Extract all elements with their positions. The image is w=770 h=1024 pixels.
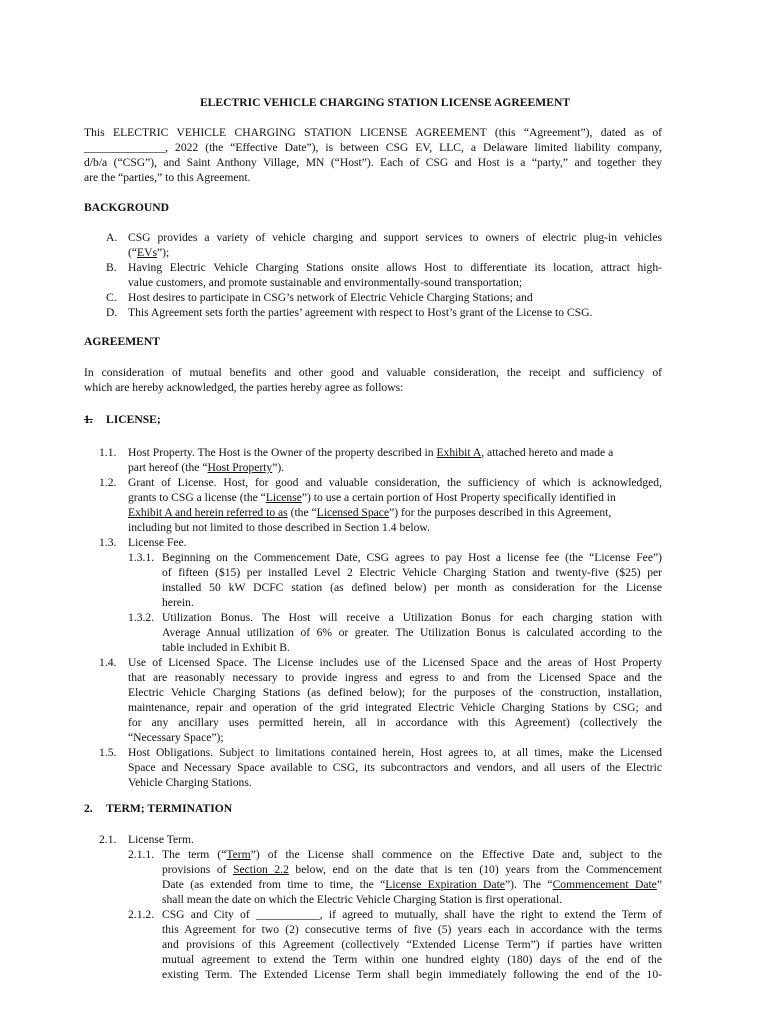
subclause-line: this Agreement for two (2) consecutive terms of five (5) years each in accordance with the terms [162, 923, 662, 936]
clause-line: maintenance, repair and operation of the grid integrated Electric Vehicle Charging Stations by CSG; and [128, 701, 662, 714]
subclause-line: Date (as extended from time to time, the “License Expiration Date”). The “Commencement Date” [162, 878, 662, 891]
intro-line: This ELECTRIC VEHICLE CHARGING STATION LICENSE AGREEMENT (this “Agreement”), dated as of [84, 126, 662, 139]
subclause-line: mutual agreement to extend the Term within one hundred eighty (180) days of the end of the [162, 953, 662, 966]
clause-line: part hereof (the “Host Property”). [128, 461, 285, 474]
evs-term: EVs [137, 246, 157, 259]
clause-line: Host Obligations. Subject to limitations contained herein, Host agrees to, at all times, make the Licensed [128, 746, 662, 759]
section-number: 2. [84, 802, 93, 815]
background-heading: BACKGROUND [84, 201, 170, 214]
exhibit-a-ref: Exhibit A [436, 446, 482, 459]
list-marker: A. [106, 231, 118, 244]
intro-line: d/b/a (“CSG”), and Saint Anthony Village, MN (“Host”). Each of CSG and Host is a “party,” and together they [84, 156, 662, 169]
document-title: ELECTRIC VEHICLE CHARGING STATION LICENSE AGREEMENT [199, 96, 571, 109]
section-number: 1. [84, 413, 93, 426]
clause-line: Space and Necessary Space available to CSG, its subcontractors and vendors, and all users of the Electric [128, 761, 662, 774]
subclause-line: installed 50 kW DCFC station (as defined below) per month as consideration for the License [162, 581, 662, 594]
subclause-line: Beginning on the Commencement Date, CSG agrees to pay Host a license fee (the “License Fee”) [162, 551, 662, 564]
subclause-line: shall mean the date on which the Electric Vehicle Charging Station is first operational. [162, 893, 563, 906]
license-expiration-date-term: License Expiration Date [385, 878, 505, 891]
subclause-line: CSG and City of ___________, if agreed to mutually, shall have the right to extend the Term of [162, 908, 662, 921]
intro-line: are the “parties,” to this Agreement. [84, 171, 251, 184]
agreement-line: In consideration of mutual benefits and other good and valuable consideration, the receipt and sufficiency of [84, 366, 662, 379]
clause-line: Grant of License. Host, for good and valuable consideration, the sufficiency of which is acknowledged, [128, 476, 662, 489]
background-item-cont: (“EVs”); [128, 246, 170, 259]
clause-line: “Necessary Space”); [128, 731, 224, 744]
subclause-number: 1.3.1. [128, 551, 155, 564]
clause-line: for any ancillary uses permitted herein, all in accordance with this Agreement) (collectively the [128, 716, 662, 729]
background-item-cont: value customers, and promote sustainable and environmentally-sound transportation; [128, 276, 523, 289]
subclause-number: 1.3.2. [128, 611, 155, 624]
list-marker: D. [106, 306, 118, 319]
clause-line: License Term. [128, 833, 194, 846]
clause-line: Host Property. The Host is the Owner of the property described in Exhibit A, attached hereto and made a [128, 446, 614, 459]
subclause-number: 2.1.2. [128, 908, 155, 921]
clause-line: grants to CSG a license (the “License”) to use a certain portion of Host Property specifically identified in [128, 491, 616, 504]
clause-number: 1.2. [99, 476, 117, 489]
subclause-line: and provisions of this Agreement (collectively “Extended License Term”) if parties have written [162, 938, 662, 951]
section-2-2-ref: Section 2.2 [233, 863, 289, 876]
clause-line: Electric Vehicle Charging Stations (as defined below); for the purposes of the construction, installation, [128, 686, 662, 699]
list-marker: C. [106, 291, 117, 304]
licensed-space-term: Licensed Space [316, 506, 390, 519]
background-item: Host desires to participate in CSG’s network of Electric Vehicle Charging Stations; and [128, 291, 533, 304]
clause-number: 1.3. [99, 536, 117, 549]
clause-number: 1.4. [99, 656, 117, 669]
subclause-number: 2.1.1. [128, 848, 155, 861]
clause-number: 2.1. [99, 833, 117, 846]
background-item: This Agreement sets forth the parties’ agreement with respect to Host’s grant of the License to CSG. [128, 306, 593, 319]
host-property-term: Host Property [207, 461, 273, 474]
clause-line: including but not limited to those described in Section 1.4 below. [128, 521, 430, 534]
clause-line: Exhibit A and herein referred to as (the “Licensed Space”) for the purposes described in this Agreement, [128, 506, 612, 519]
clause-number: 1.5. [99, 746, 117, 759]
clause-line: Vehicle Charging Stations. [128, 776, 252, 789]
subclause-line: of fifteen ($15) per installed Level 2 Electric Vehicle Charging Station and twenty-five ($25) per [162, 566, 662, 579]
subclause-line: Utilization Bonus. The Host will receive a Utilization Bonus for each charging station with [162, 611, 662, 624]
intro-line: ______________, 2022 (the “Effective Date”), is between CSG EV, LLC, a Delaware limited liability company, [84, 141, 662, 154]
subclause-line: table included in Exhibit B. [162, 641, 290, 654]
subclause-line: The term (“Term”) of the License shall commence on the Effective Date and, subject to the [162, 848, 662, 861]
license-term: License [265, 491, 302, 504]
term-term: Term [226, 848, 251, 861]
exhibit-a-ref: Exhibit A and herein referred to as [128, 506, 288, 519]
subclause-line: provisions of Section 2.2 below, end on the date that is ten (10) years from the Commencement [162, 863, 663, 876]
agreement-heading: AGREEMENT [84, 335, 161, 348]
clause-line: that are reasonably necessary to provide ingress and egress to and from the Licensed Space and the [128, 671, 662, 684]
clause-number: 1.1. [99, 446, 117, 459]
subclause-line: herein. [162, 596, 194, 609]
section-heading: TERM; TERMINATION [106, 802, 233, 815]
clause-line: Use of Licensed Space. The License includes use of the Licensed Space and the areas of Host Property [128, 656, 662, 669]
section-heading: LICENSE; [106, 413, 161, 426]
subclause-line: existing Term. The Extended License Term shall begin immediately following the end of the 10- [162, 968, 662, 981]
clause-line: License Fee. [128, 536, 187, 549]
list-marker: B. [106, 261, 117, 274]
background-item: CSG provides a variety of vehicle charging and support services to owners of electric plug-in vehicles [128, 231, 662, 244]
background-item: Having Electric Vehicle Charging Stations onsite allows Host to differentiate its location, attract high- [128, 261, 662, 274]
agreement-line: which are hereby acknowledged, the parties hereby agree as follows: [84, 381, 404, 394]
commencement-date-term: Commencement Date [552, 878, 657, 891]
subclause-line: Average Annual utilization of 6% or greater. The Utilization Bonus is calculated according to the [162, 626, 662, 639]
